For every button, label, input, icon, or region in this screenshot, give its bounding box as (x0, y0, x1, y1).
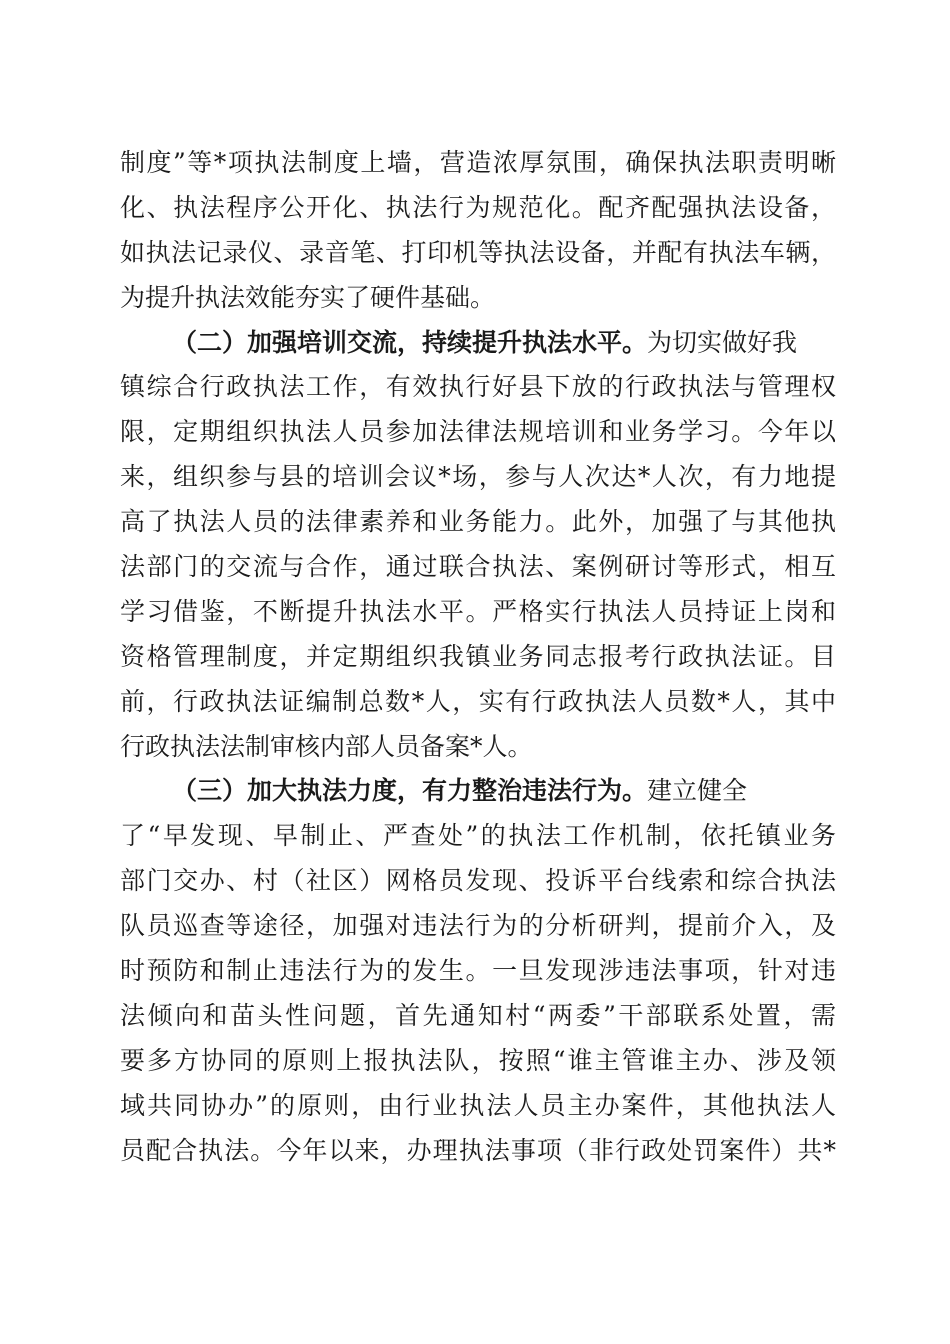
text-line: 如执法记录仪、录音笔、打印机等执法设备，并配有执法车辆， (120, 237, 836, 267)
paragraph-training (120, 321, 836, 770)
text-line: 化、执法程序公开化、执法行为规范化。配齐配强执法设备， (120, 192, 836, 222)
text-line: 镇综合行政执法工作，有效执行好县下放的行政执法与管理权 (120, 372, 836, 402)
text-line: 为提升执法效能夯实了硬件基础。 (120, 282, 496, 312)
text-line: 员配合执法。今年以来，办理执法事项（非行政处罚案件）共* (120, 1135, 836, 1165)
text-line: 来，组织参与县的培训会议*场，参与人次达*人次，有力地提 (120, 462, 836, 492)
text-line: 了“早发现、早制止、严查处”的执法工作机制，依托镇业务 (120, 821, 836, 851)
section-heading-3: （三）加大执法力度，有力整治违法行为。 (172, 776, 648, 806)
text-line: 时预防和制止违法行为的发生。一旦发现涉违法事项，针对违 (120, 956, 836, 986)
text-line-first (120, 769, 836, 814)
text-line: 高了执法人员的法律素养和业务能力。此外，加强了与其他执 (120, 507, 836, 537)
text-line: 行政执法法制审核内部人员备案*人。 (120, 731, 533, 761)
text-line: 法部门的交流与合作，通过联合执法、案例研讨等形式，相互 (120, 552, 836, 582)
text-line-first (120, 321, 836, 366)
paragraph-enforcement (120, 769, 836, 1173)
text-line: 学习借鉴，不断提升执法水平。严格实行执法人员持证上岗和 (120, 596, 836, 626)
text-line: 法倾向和苗头性问题，首先通知村“两委”干部联系处置，需 (120, 1000, 836, 1030)
paragraph-equipment (120, 141, 836, 321)
text-line: 域共同协办”的原则，由行业执法人员主办案件，其他执法人 (120, 1090, 836, 1120)
text-line: 前，行政执法证编制总数*人，实有行政执法人员数*人，其中 (120, 686, 836, 716)
text-run: 为切实做好我 (647, 327, 798, 357)
text-line: 资格管理制度，并定期组织我镇业务同志报考行政执法证。目 (120, 641, 836, 671)
text-run: 建立健全 (647, 776, 748, 806)
text-line: 队员巡查等途径，加强对违法行为的分析研判，提前介入，及 (120, 911, 836, 941)
document-body (120, 141, 836, 1173)
text-line: 限，定期组织执法人员参加法律法规培训和业务学习。今年以 (120, 417, 836, 447)
text-line: 制度”等*项执法制度上墙，营造浓厚氛围，确保执法职责明晰 (120, 148, 836, 177)
text-line: 部门交办、村（社区）网格员发现、投诉平台线索和综合执法 (120, 866, 836, 896)
section-heading-2: （二）加强培训交流，持续提升执法水平。 (172, 327, 648, 357)
text-line: 要多方协同的原则上报执法队，按照“谁主管谁主办、涉及领 (120, 1045, 836, 1075)
